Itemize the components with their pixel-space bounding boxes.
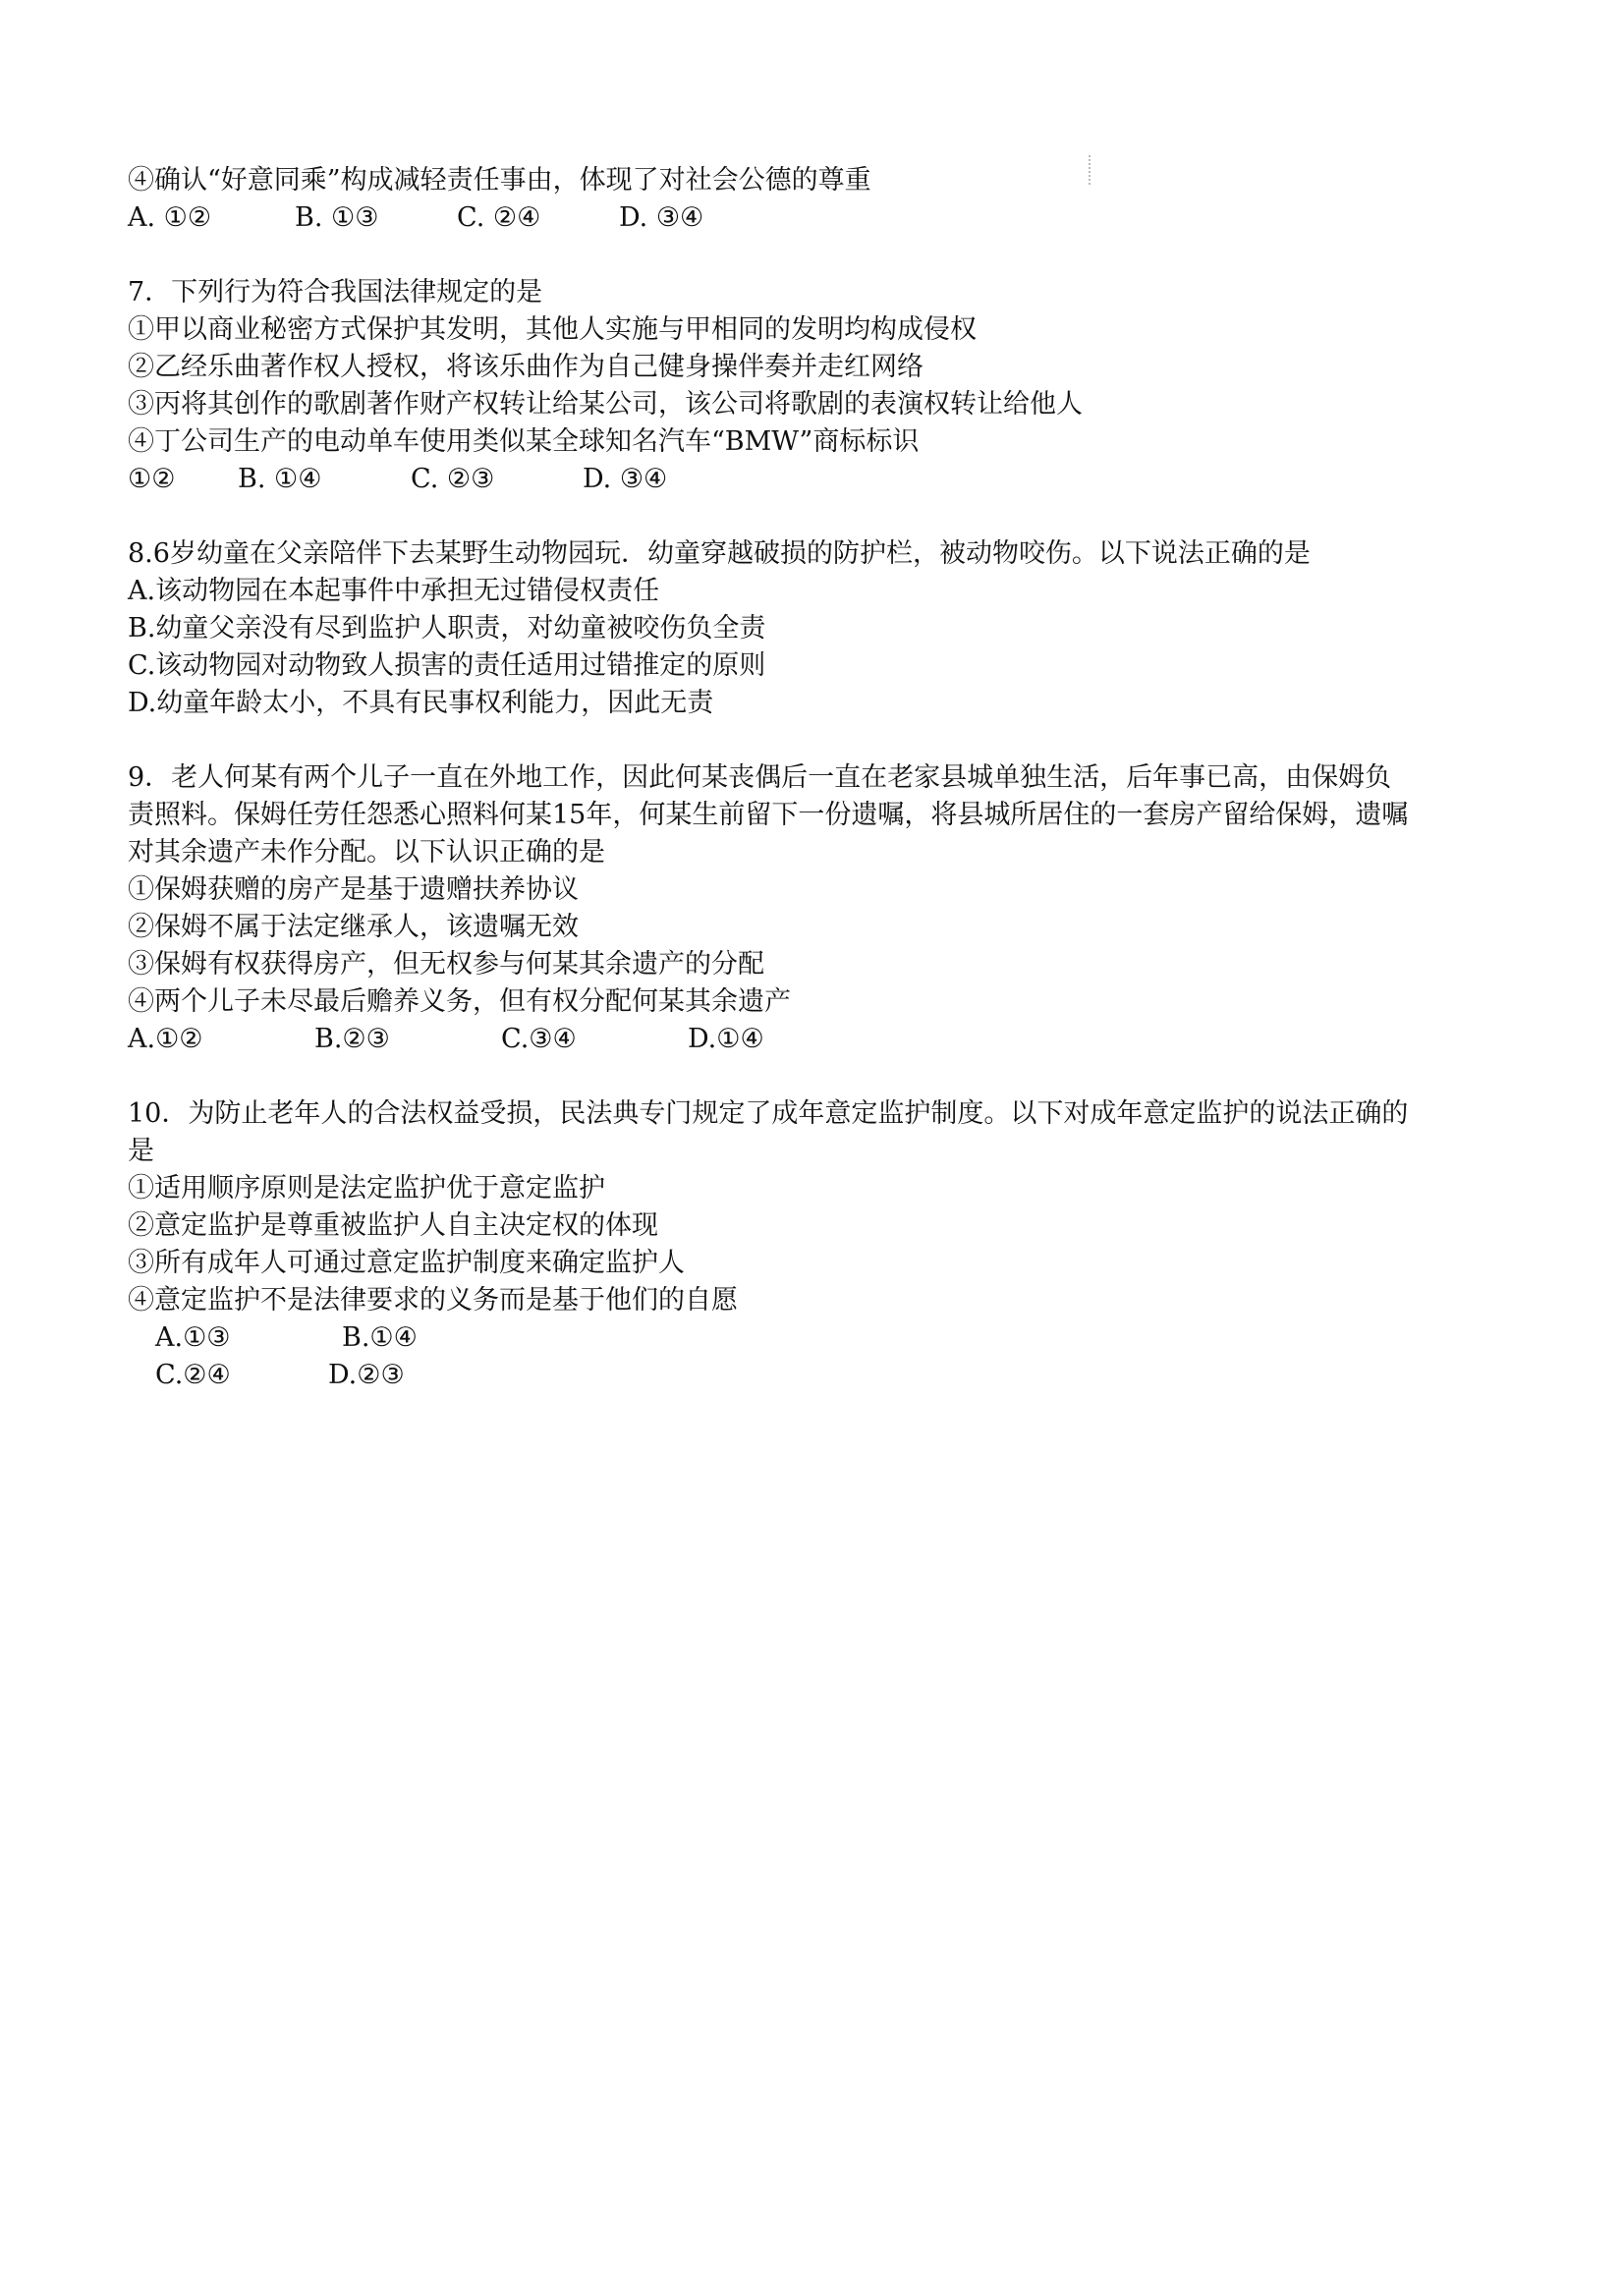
q10-option-d: D.②③ (328, 1360, 405, 1390)
q7-options (128, 461, 1503, 498)
q10-statement-2: ②意定监护是尊重被监护人自主决定权的体现 (128, 1210, 658, 1241)
q10-stem-line-2: 是 (128, 1136, 154, 1166)
q7-statement-4: ④丁公司生产的电动单车使用类似某全球知名汽车“BMW”商标标识 (128, 426, 920, 457)
q8-option-a: A.该动物园在本起事件中承担无过错侵权责任 (128, 576, 660, 606)
q9-option-d: D.①④ (688, 1024, 764, 1054)
q10-option-b: B.①④ (342, 1322, 418, 1353)
question-content (128, 162, 1503, 1394)
q9-statement-2: ②保姆不属于法定继承人，该遗嘱无效 (128, 912, 579, 942)
q9-option-a: A.①② (128, 1024, 203, 1054)
q9-statement-3: ③保姆有权获得房产，但无权参与何某其余遗产的分配 (128, 949, 764, 980)
q10-options-row-2 (128, 1357, 1503, 1394)
q7-option-d: D. ③④ (583, 464, 668, 494)
q10-statement-4: ④意定监护不是法律要求的义务而是基于他们的自愿 (128, 1285, 738, 1316)
q8-stem: 8.6岁幼童在父亲陪伴下去某野生动物园玩．幼童穿越破损的防护栏，被动物咬伤。以下说法正确的是 (128, 538, 1311, 569)
q10-statement-3: ③所有成年人可通过意定监护制度来确定监护人 (128, 1248, 685, 1278)
q6-option-d: D. ③④ (619, 202, 704, 233)
q7-statement-1: ①甲以商业秘密方式保护其发明，其他人实施与甲相同的发明均构成侵权 (128, 314, 977, 345)
q6-option-c: C. ②④ (457, 202, 541, 233)
q8-option-c: C.该动物园对动物致人损害的责任适用过错推定的原则 (128, 650, 766, 681)
q9-options (128, 1021, 1503, 1058)
q10-stem-line-1: 10．为防止老年人的合法权益受损，民法典专门规定了成年意定监护制度。以下对成年意定监护的说法正确的 (128, 1098, 1409, 1129)
q6-option-b: B. ①③ (295, 202, 379, 233)
q8-option-d: D.幼童年龄太小，不具有民事权利能力，因此无责 (128, 688, 714, 718)
q7-option-a: ①② (128, 464, 176, 494)
q9-option-b: B.②③ (314, 1024, 390, 1054)
q6-options (128, 199, 1503, 237)
q10-statement-1: ①适用顺序原则是法定监护优于意定监护 (128, 1173, 605, 1204)
q7-option-b: B. ①④ (238, 464, 322, 494)
q6-statement-4: ④确认“好意同乘”构成减轻责任事由，体现了对社会公德的尊重 (128, 165, 871, 196)
q9-stem-line-1: 9．老人何某有两个儿子一直在外地工作，因此何某丧偶后一直在老家县城单独生活，后年事已高，由保姆负 (128, 762, 1392, 793)
q10-options-row-1 (128, 1319, 1503, 1357)
q10-option-c: C.②④ (155, 1360, 231, 1390)
q9-stem-line-3: 对其余遗产未作分配。以下认识正确的是 (128, 837, 605, 868)
q7-option-c: C. ②③ (411, 464, 495, 494)
q7-statement-2: ②乙经乐曲著作权人授权，将该乐曲作为自己健身操伴奏并走红网络 (128, 352, 923, 382)
q10-option-a: A.①③ (155, 1322, 231, 1353)
q9-option-c: C.③④ (501, 1024, 577, 1054)
q8-option-b: B.幼童父亲没有尽到监护人职责，对幼童被咬伤负全责 (128, 613, 766, 644)
q9-statement-1: ①保姆获赠的房产是基于遗赠扶养协议 (128, 874, 579, 905)
q6-option-a: A. ①② (128, 202, 212, 233)
q7-stem: 7．下列行为符合我国法律规定的是 (128, 277, 543, 308)
q9-stem-line-2: 责照料。保姆任劳任怨悉心照料何某15年，何某生前留下一份遗嘱，将县城所居住的一套房产留给保姆，遗嘱 (128, 800, 1409, 830)
q7-statement-3: ③丙将其创作的歌剧著作财产权转让给某公司，该公司将歌剧的表演权转让给他人 (128, 389, 1083, 420)
q9-statement-4: ④两个儿子未尽最后赡养义务，但有权分配何某其余遗产 (128, 986, 791, 1017)
